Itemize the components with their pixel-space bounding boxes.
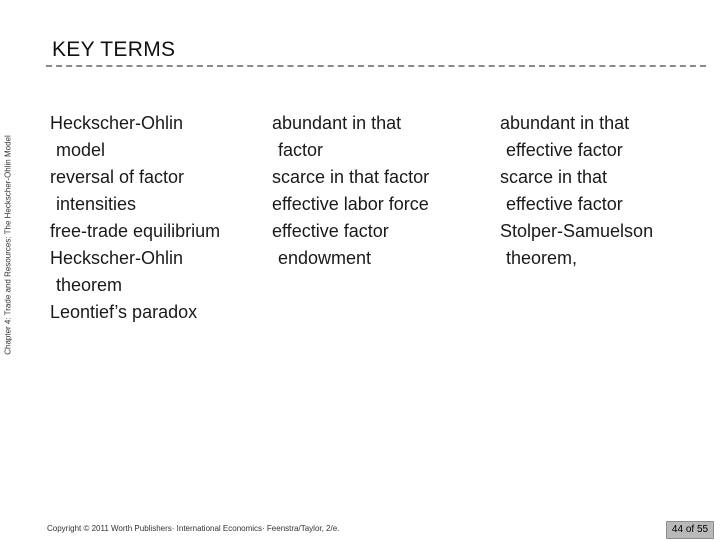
term-line: free-trade equilibrium bbox=[50, 221, 221, 241]
term-line: effective labor force bbox=[272, 194, 429, 214]
term-line: abundant in that bbox=[272, 113, 402, 133]
terms-column-3 bbox=[500, 110, 653, 272]
term-line: scarce in that factor bbox=[272, 167, 430, 187]
term-line: effective factor bbox=[506, 140, 623, 160]
term-line: Heckscher-Ohlin bbox=[50, 113, 184, 133]
term-line: Stolper-Samuelson bbox=[500, 221, 654, 241]
term-line: abundant in that bbox=[500, 113, 630, 133]
page-separator: of bbox=[683, 524, 697, 535]
page-title: KEY TERMS bbox=[52, 38, 176, 61]
term-line: scarce in that bbox=[500, 167, 608, 187]
term-line: Leontief’s paradox bbox=[50, 302, 198, 322]
page-current: 44 bbox=[671, 524, 684, 535]
term-line: theorem bbox=[56, 275, 123, 295]
term-line: Heckscher-Ohlin bbox=[50, 248, 184, 268]
terms-column-1 bbox=[50, 110, 220, 326]
term-line: effective factor bbox=[272, 221, 389, 241]
chapter-side-label-text: Chapter 4: Trade and Resources: The Heckscher-Ohlin Model bbox=[3, 135, 13, 355]
page-total: 55 bbox=[696, 524, 709, 535]
title-divider bbox=[46, 65, 706, 67]
term-line: model bbox=[56, 140, 106, 160]
term-line: reversal of factor bbox=[50, 167, 185, 187]
page-number-badge bbox=[666, 521, 714, 539]
copyright-footer: Copyright © 2011 Worth Publishers· International Economics· Feenstra/Taylor, 2/e. bbox=[47, 524, 340, 533]
term-line: endowment bbox=[278, 248, 372, 268]
term-line: factor bbox=[278, 140, 324, 160]
chapter-side-label bbox=[0, 0, 16, 490]
terms-column-2 bbox=[272, 110, 429, 272]
term-line: theorem, bbox=[506, 248, 578, 268]
term-line: intensities bbox=[56, 194, 137, 214]
term-line: effective factor bbox=[506, 194, 623, 214]
